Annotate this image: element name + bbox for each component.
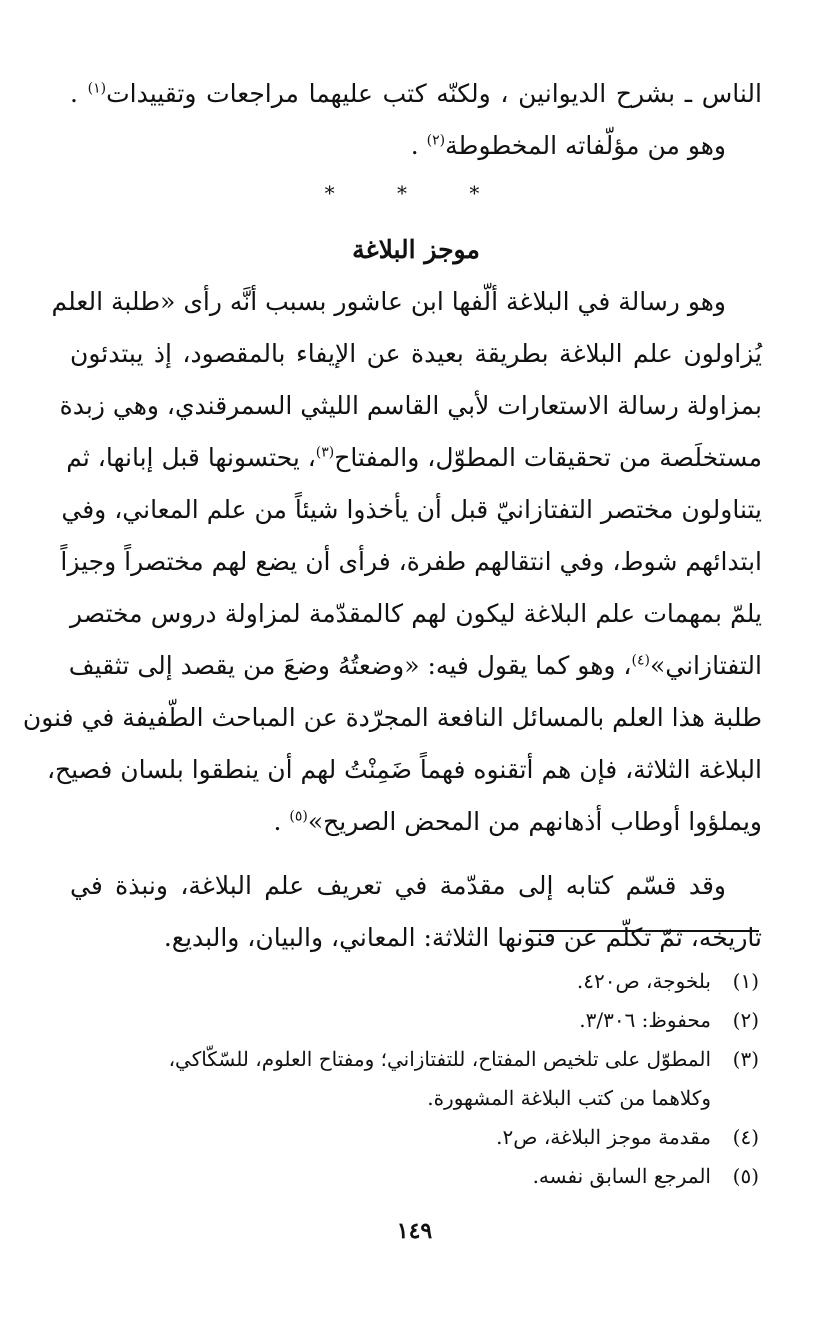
footnote-item <box>67 1040 759 1118</box>
footnote-ref-2: (٢) <box>426 132 446 149</box>
intro-line-1: الناس ـ بشرح الديوانين ، ولكنّه كتب عليهما مراجعات وتقييدات$^{(١)}$ . <box>70 79 762 108</box>
p1-line-8: التفتازاني»$^{(٤)}$، وهو كما يقول فيه: «وضعتُهُ وضعَ من يقصد إلى تثقيف <box>68 651 762 680</box>
footnote-divider <box>529 930 759 932</box>
footnote-text: محفوظ: ٣/٣٠٦. <box>579 1008 711 1032</box>
p1-line-10: البلاغة الثلاثة، فإن هم أتقنوه فهماً ضَمِنْتُ لهم أن ينطقوا بلسان فصيح، <box>46 755 762 784</box>
page-number: ١٤٩ <box>396 1218 433 1244</box>
p1-line-2: يُزاولون علم البلاغة بطريقة بعيدة عن الإيفاء بالمقصود، إذ يبتدئون <box>70 339 762 368</box>
footnote-text: بلخوجة، ص٤٢٠. <box>576 969 711 993</box>
intro-line-2: وهو من مؤلّفاته المخطوطة$^{(٢)}$ . <box>410 131 726 160</box>
section-separator: * * * <box>324 181 508 205</box>
p2-line-1: وقد قسّم كتابه إلى مقدّمة في تعريف علم البلاغة، ونبذة في <box>70 871 726 900</box>
p1-line-3: بمزاولة رسالة الاستعارات لأبي القاسم الليثي السمرقندي، وهي زبدة <box>59 391 762 420</box>
p1-line-1: وهو رسالة في البلاغة ألّفها ابن عاشور بسبب أنَّه رأى «طلبة العلم <box>51 287 726 316</box>
p1-line-5: يتناولون مختصر التفتازانيّ قبل أن يأخذوا شيئاً من علم المعاني، وفي <box>61 495 762 524</box>
footnote-number: (٣) <box>732 1047 759 1071</box>
p1-line-7: يلمّ بمهمات علم البلاغة ليكون لهم كالمقدّمة لمزاولة دروس مختصر <box>70 599 762 628</box>
footnote-text: المطوّل على تلخيص المفتاح، للتفتازاني؛ ومفتاح العلوم، للسّكّاكي، وكلاهما من كتب البلاغة المشهورة. <box>168 1047 711 1110</box>
p1-line-9: طلبة هذا العلم بالمسائل النافعة المجرّدة عن المباحث الطّفيفة في فنون <box>22 703 762 732</box>
footnote-item <box>67 1157 759 1196</box>
footnote-ref-1: (١) <box>87 80 107 97</box>
page-content <box>22 68 762 964</box>
footnote-number: (١) <box>732 969 759 993</box>
paragraph-2 <box>70 860 762 964</box>
footnote-number: (٤) <box>732 1125 759 1149</box>
footnote-number: (٢) <box>732 1008 759 1032</box>
p1-line-11: ويملؤوا أوطاب أذهانهم من المحض الصريح»$^{(٥)}$ . <box>273 807 762 836</box>
footnote-item <box>67 1118 759 1157</box>
section-heading: موجز البلاغة <box>352 235 480 264</box>
footnotes <box>67 962 759 1196</box>
footnote-text: المرجع السابق نفسه. <box>532 1164 711 1188</box>
footnote-item <box>67 1001 759 1040</box>
footnote-ref-5: (٥) <box>289 808 308 825</box>
paragraph-1 <box>22 276 762 848</box>
p1-line-6: ابتدائهم شوط، وفي انتقالهم طفرة، فرأى أن يضع لهم مختصراً وجيزاً <box>60 547 762 576</box>
p2-line-2: تاريخه، ثمّ تكلّم عن فنونها الثلاثة: المعاني، والبيان، والبديع. <box>163 923 762 952</box>
footnote-item <box>67 962 759 1001</box>
footnote-ref-4: (٤) <box>631 652 650 669</box>
footnote-number: (٥) <box>732 1164 759 1188</box>
footnote-ref-3: (٣) <box>315 444 335 461</box>
footnote-text: مقدمة موجز البلاغة، ص٢. <box>496 1125 711 1149</box>
intro-text <box>70 68 762 172</box>
p1-line-4: مستخلَصة من تحقيقات المطوّل، والمفتاح$^{(٣)}$، يحتسونها قبل إبانها، ثم <box>66 443 762 472</box>
